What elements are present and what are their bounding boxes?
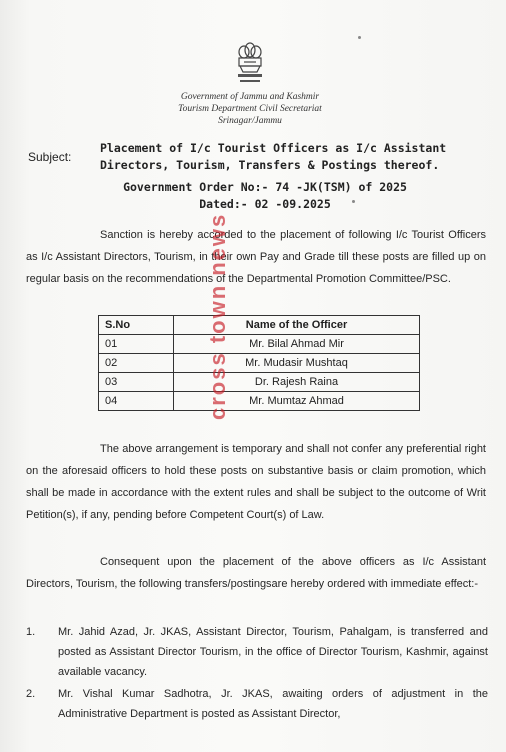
sanction-text: Sanction is hereby accorded to the placement of following I/c Tourist Officers as I/c Assistant Directors, Tourism, in their own Pay and Grade till these posts are filled up on regular basis on the recommendations of the Departmental Promotion Committee/PSC. xyxy=(26,229,486,285)
subject-label: Subject: xyxy=(28,150,72,164)
table-header-row xyxy=(99,316,420,335)
cell-sno: 03 xyxy=(99,373,174,392)
list-item-text: Mr. Vishal Kumar Sadhotra, Jr. JKAS, awaiting orders of adjustment in the Administrative Department is posted as Assistant Director, xyxy=(58,688,488,720)
subject-text: Placement of I/c Tourist Officers as I/c Assistant Directors, Tourism, Transfers & Postings thereof. xyxy=(100,141,447,172)
watermark: cross town news xyxy=(205,212,230,420)
order-date: Dated:- 02 -09.2025 xyxy=(199,197,331,211)
header-government: Government of Jammu and Kashmir xyxy=(180,92,320,102)
cell-name: Dr. Rajesh Raina xyxy=(174,373,420,392)
state-emblem-icon xyxy=(230,40,270,88)
consequent-text: Consequent upon the placement of the above officers as I/c Assistant Directors, Tourism, the following transfers/postingsare hereby ordered with immediate effect:- xyxy=(26,556,486,590)
cell-sno: 04 xyxy=(99,392,174,411)
cell-sno: 02 xyxy=(99,354,174,373)
list-item-number: 1. xyxy=(26,626,36,638)
list-item-number: 2. xyxy=(26,688,36,700)
table-row xyxy=(99,392,420,411)
list-item-text: Mr. Jahid Azad, Jr. JKAS, Assistant Director, Tourism, Pahalgam, is transferred and posted as Assistant Director Tourism, in the office of Director Tourism, Kashmir, against available vacancy. xyxy=(58,626,488,678)
header-name: Name of the Officer xyxy=(174,316,420,335)
speck xyxy=(352,200,355,203)
table-row xyxy=(99,335,420,354)
arrangement-paragraph xyxy=(26,438,486,526)
table-row xyxy=(99,373,420,392)
order-number: Government Order No:- 74 -JK(TSM) of 2025 xyxy=(123,180,407,194)
header-location: Srinagar/Jammu xyxy=(218,116,282,126)
cell-name: Mr. Mudasir Mushtaq xyxy=(174,354,420,373)
speck xyxy=(358,36,361,39)
cell-name: Mr. Bilal Ahmad Mir xyxy=(174,335,420,354)
header-sno: S.No xyxy=(99,316,174,335)
cell-sno: 01 xyxy=(99,335,174,354)
sanction-paragraph xyxy=(26,224,486,290)
cell-name: Mr. Mumtaz Ahmad xyxy=(174,392,420,411)
consequent-paragraph xyxy=(26,551,486,595)
table-row xyxy=(99,354,420,373)
arrangement-text: The above arrangement is temporary and shall not confer any preferential right on the aforesaid officers to hold these posts on substantive basis or claim promotion, which shall be made in accordance with the extent rules and shall be subject to the outcome of Writ Petition(s), if any, pending before Competent Court(s) of Law. xyxy=(26,443,486,521)
officers-table xyxy=(98,315,420,411)
header-department: Tourism Department Civil Secretariat xyxy=(178,104,322,114)
